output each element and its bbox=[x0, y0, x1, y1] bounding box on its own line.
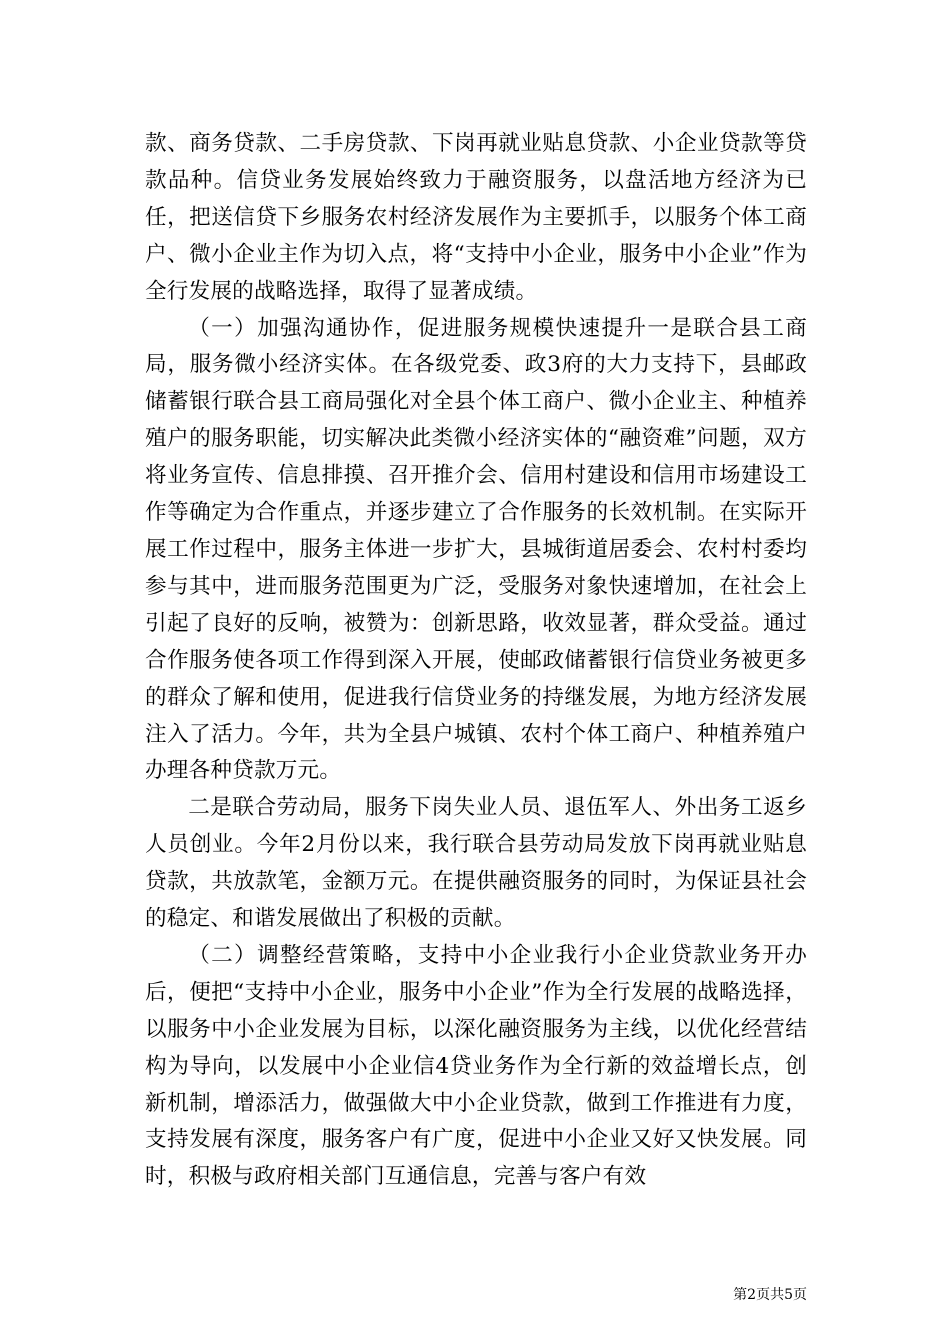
paragraph-labor-bureau: 二是联合劳动局，服务下岗失业人员、退伍军人、外出务工返乡人员创业。今年2月份以来，我行联合县劳动局发放下岗再就业贴息贷款，共放款笔，金额万元。在提供融资服务的同时，为保证县社会的稳定、和谐发展做出了积极的贡献。 bbox=[145, 795, 807, 932]
document-body bbox=[145, 126, 807, 1196]
page-number: 第2页共5页 bbox=[733, 1287, 807, 1303]
paragraph-continuation: 款、商务贷款、二手房贷款、下岗再就业贴息贷款、小企业贷款等贷款品种。信贷业务发展始终致力于融资服务，以盘活地方经济为已任，把送信贷下乡服务农村经济发展作为主要抓手，以服务个体工商户、微小企业主作为切入点，将“支持中小企业，服务中小企业”作为全行发展的战略选择，取得了显著成绩。 bbox=[145, 131, 807, 304]
paragraph-section-two: （二）调整经营策略，支持中小企业我行小企业贷款业务开办后，便把“支持中小企业，服务中小企业”作为全行发展的战略选择，以服务中小企业发展为目标，以深化融资服务为主线，以优化经营结构为导向，以发展中小企业信4贷业务作为全行新的效益增长点，创新机制，增添活力，做强做大中小企业贷款，做到工作推进有力度，支持发展有深度，服务客户有广度，促进中小企业又好又快发展。同时，积极与政府相关部门互通信息，完善与客户有效 bbox=[145, 942, 807, 1190]
paragraph-section-one: （一）加强沟通协作，促进服务规模快速提升一是联合县工商局，服务微小经济实体。在各级党委、政3府的大力支持下，县邮政储蓄银行联合县工商局强化对全县个体工商户、微小企业主、种植养殖户的服务职能，切实解决此类微小经济实体的“融资难”问题，双方将业务宣传、信息排摸、召开推介会、信用村建设和信用市场建设工作等确定为合作重点，并逐步建立了合作服务的长效机制。在实际开展工作过程中，服务主体进一步扩大，县城街道居委会、农村村委均参与其中，进而服务范围更为广泛，受服务对象快速增加，在社会上引起了良好的反响，被赞为：创新思路，收效显著，群众受益。通过合作服务使各项工作得到深入开展，使邮政储蓄银行信贷业务被更多的群众了解和使用，促进我行信贷业务的持继发展，为地方经济发展注入了活力。今年，共为全县户城镇、农村个体工商户、种植养殖户办理各种贷款万元。 bbox=[145, 315, 807, 784]
